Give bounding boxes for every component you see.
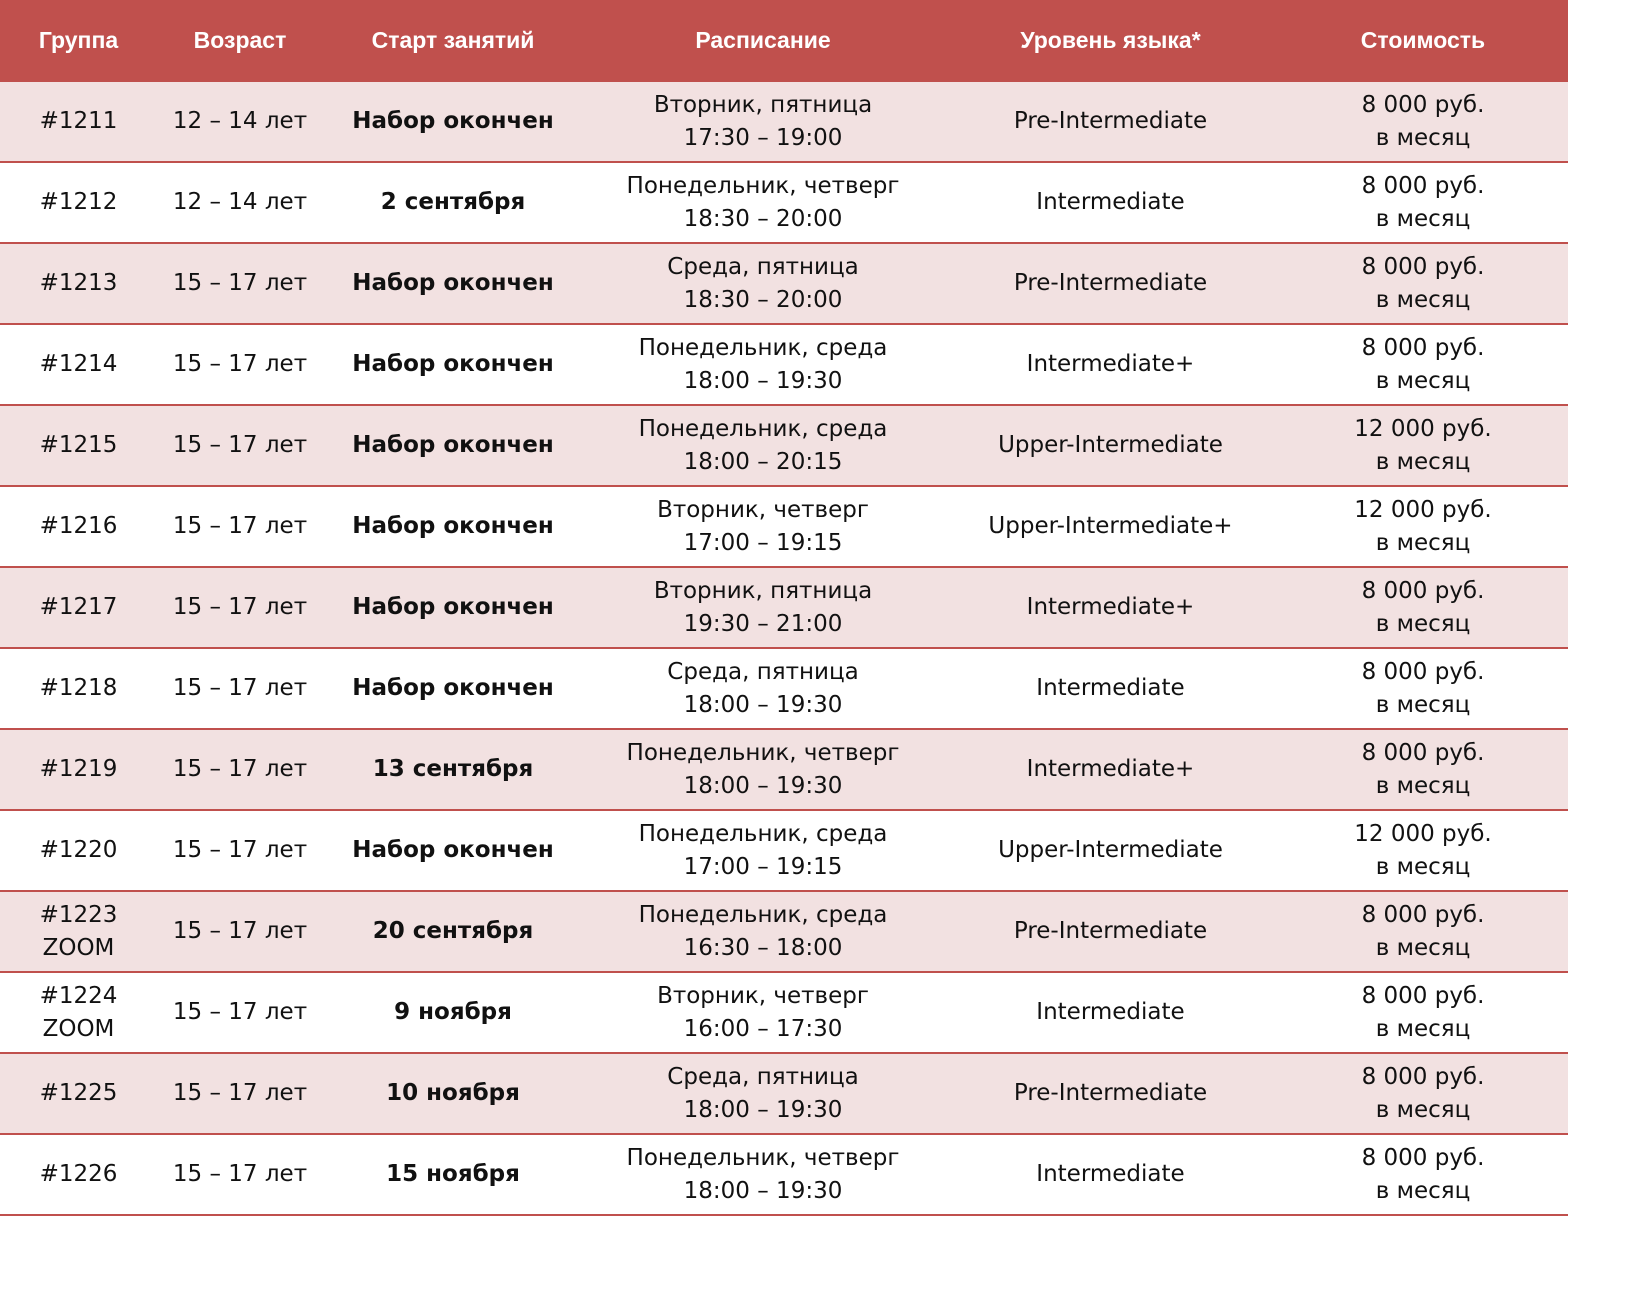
- schedule-time: 17:00 – 19:15: [683, 529, 843, 556]
- price-amount: 8 000 руб.: [1361, 739, 1485, 766]
- age-range: 15 – 17 лет: [172, 756, 308, 782]
- cell-start: [323, 567, 583, 648]
- cell-schedule: [583, 324, 943, 405]
- language-level: Pre-Intermediate: [1013, 108, 1208, 134]
- cell-age: [157, 648, 323, 729]
- price-period: в месяц: [1375, 448, 1471, 475]
- cell-age: [157, 81, 323, 162]
- table-header: [0, 0, 1568, 81]
- schedule-time: 18:30 – 20:00: [683, 286, 843, 313]
- cell-group: [0, 567, 157, 648]
- age-range: 15 – 17 лет: [172, 432, 308, 458]
- group-number: #1211: [39, 108, 118, 134]
- schedule-days: Среда, пятница: [667, 253, 859, 280]
- group-number: #1218: [39, 675, 118, 701]
- start-date: 10 ноября: [386, 1080, 520, 1106]
- schedule-days: Понедельник, среда: [638, 334, 888, 361]
- start-date: 2 сентября: [380, 189, 526, 215]
- cell-level: [943, 1134, 1278, 1215]
- age-range: 15 – 17 лет: [172, 675, 308, 701]
- age-range: 15 – 17 лет: [172, 918, 308, 944]
- cell-schedule: [583, 567, 943, 648]
- cell-group: [0, 648, 157, 729]
- price-period: в месяц: [1375, 286, 1471, 313]
- table-row: [0, 81, 1568, 162]
- cell-schedule: [583, 729, 943, 810]
- cell-schedule: [583, 405, 943, 486]
- table-row: [0, 486, 1568, 567]
- cell-schedule: [583, 243, 943, 324]
- group-number: #1224: [39, 982, 118, 1009]
- cell-age: [157, 324, 323, 405]
- cell-start: [323, 243, 583, 324]
- start-date: 9 ноября: [394, 999, 512, 1025]
- schedule-time: 17:30 – 19:00: [683, 124, 843, 151]
- cell-age: [157, 567, 323, 648]
- language-level: Pre-Intermediate: [1013, 270, 1208, 296]
- cell-age: [157, 486, 323, 567]
- schedule-days: Понедельник, среда: [638, 820, 888, 847]
- start-date: Набор окончен: [352, 108, 554, 134]
- cell-start: [323, 648, 583, 729]
- schedule-time: 17:00 – 19:15: [683, 853, 843, 880]
- cell-price: [1278, 1134, 1568, 1215]
- table-row: [0, 1053, 1568, 1134]
- cell-schedule: [583, 891, 943, 972]
- table-row: [0, 324, 1568, 405]
- price-amount: 8 000 руб.: [1361, 658, 1485, 685]
- cell-schedule: [583, 810, 943, 891]
- cell-level: [943, 405, 1278, 486]
- cell-group: [0, 972, 157, 1053]
- price-period: в месяц: [1375, 1015, 1471, 1042]
- cell-age: [157, 729, 323, 810]
- table-row: [0, 648, 1568, 729]
- cell-start: [323, 324, 583, 405]
- language-level: Intermediate: [1036, 675, 1185, 701]
- group-format: ZOOM: [42, 1015, 115, 1042]
- price-period: в месяц: [1375, 772, 1471, 799]
- price-amount: 12 000 руб.: [1354, 415, 1492, 442]
- schedule-time: 18:00 – 19:30: [683, 367, 843, 394]
- cell-group: [0, 405, 157, 486]
- column-header-age: Возраст: [157, 0, 323, 81]
- start-date: Набор окончен: [352, 594, 554, 620]
- cell-level: [943, 810, 1278, 891]
- cell-price: [1278, 729, 1568, 810]
- cell-age: [157, 243, 323, 324]
- price-period: в месяц: [1375, 1096, 1471, 1123]
- cell-price: [1278, 567, 1568, 648]
- cell-price: [1278, 405, 1568, 486]
- cell-level: [943, 486, 1278, 567]
- cell-age: [157, 162, 323, 243]
- cell-price: [1278, 972, 1568, 1053]
- start-date: 15 ноября: [386, 1161, 520, 1187]
- price-period: в месяц: [1375, 124, 1471, 151]
- price-amount: 8 000 руб.: [1361, 577, 1485, 604]
- cell-age: [157, 1053, 323, 1134]
- language-level: Pre-Intermediate: [1013, 918, 1208, 944]
- language-level: Upper-Intermediate+: [988, 513, 1233, 539]
- group-number: #1212: [39, 189, 118, 215]
- cell-schedule: [583, 972, 943, 1053]
- price-period: в месяц: [1375, 691, 1471, 718]
- price-period: в месяц: [1375, 205, 1471, 232]
- schedule-days: Вторник, пятница: [653, 577, 873, 604]
- age-range: 15 – 17 лет: [172, 999, 308, 1025]
- cell-level: [943, 1053, 1278, 1134]
- price-amount: 8 000 руб.: [1361, 901, 1485, 928]
- start-date: 13 сентября: [372, 756, 534, 782]
- cell-age: [157, 405, 323, 486]
- age-range: 15 – 17 лет: [172, 594, 308, 620]
- language-level: Intermediate+: [1026, 594, 1195, 620]
- table-row: [0, 162, 1568, 243]
- group-number: #1213: [39, 270, 118, 296]
- language-level: Intermediate: [1036, 1161, 1185, 1187]
- price-amount: 12 000 руб.: [1354, 820, 1492, 847]
- cell-age: [157, 1134, 323, 1215]
- column-header-price: Стоимость: [1278, 0, 1568, 81]
- group-format: ZOOM: [42, 934, 115, 961]
- cell-group: [0, 162, 157, 243]
- schedule-days: Среда, пятница: [667, 658, 859, 685]
- price-period: в месяц: [1375, 610, 1471, 637]
- schedule-time: 18:00 – 19:30: [683, 1177, 843, 1204]
- cell-schedule: [583, 81, 943, 162]
- cell-start: [323, 729, 583, 810]
- cell-level: [943, 324, 1278, 405]
- schedule-days: Понедельник, среда: [638, 901, 888, 928]
- age-range: 15 – 17 лет: [172, 513, 308, 539]
- schedule-days: Понедельник, среда: [638, 415, 888, 442]
- table-row: [0, 567, 1568, 648]
- cell-group: [0, 486, 157, 567]
- cell-price: [1278, 810, 1568, 891]
- group-number: #1225: [39, 1080, 118, 1106]
- age-range: 15 – 17 лет: [172, 351, 308, 377]
- cell-schedule: [583, 1053, 943, 1134]
- table-row: [0, 810, 1568, 891]
- age-range: 12 – 14 лет: [172, 108, 308, 134]
- schedule-time: 19:30 – 21:00: [683, 610, 843, 637]
- cell-price: [1278, 1053, 1568, 1134]
- cell-price: [1278, 486, 1568, 567]
- schedule-time: 18:00 – 19:30: [683, 772, 843, 799]
- group-number: #1223: [39, 901, 118, 928]
- start-date: Набор окончен: [352, 351, 554, 377]
- table-row: [0, 1134, 1568, 1215]
- price-amount: 8 000 руб.: [1361, 91, 1485, 118]
- cell-price: [1278, 81, 1568, 162]
- age-range: 15 – 17 лет: [172, 837, 308, 863]
- cell-start: [323, 162, 583, 243]
- price-period: в месяц: [1375, 934, 1471, 961]
- language-level: Pre-Intermediate: [1013, 1080, 1208, 1106]
- price-period: в месяц: [1375, 853, 1471, 880]
- cell-level: [943, 81, 1278, 162]
- schedule-days: Понедельник, четверг: [626, 739, 900, 766]
- cell-start: [323, 1053, 583, 1134]
- cell-schedule: [583, 1134, 943, 1215]
- schedule-days: Понедельник, четверг: [626, 1144, 900, 1171]
- cell-price: [1278, 324, 1568, 405]
- cell-price: [1278, 891, 1568, 972]
- cell-schedule: [583, 648, 943, 729]
- price-period: в месяц: [1375, 1177, 1471, 1204]
- age-range: 15 – 17 лет: [172, 270, 308, 296]
- cell-start: [323, 486, 583, 567]
- group-number: #1215: [39, 432, 118, 458]
- schedule-days: Вторник, пятница: [653, 91, 873, 118]
- cell-level: [943, 567, 1278, 648]
- cell-price: [1278, 243, 1568, 324]
- schedule-time: 18:00 – 19:30: [683, 691, 843, 718]
- cell-level: [943, 891, 1278, 972]
- column-header-group: Группа: [0, 0, 157, 81]
- start-date: Набор окончен: [352, 675, 554, 701]
- language-level: Upper-Intermediate: [998, 837, 1223, 863]
- price-period: в месяц: [1375, 367, 1471, 394]
- cell-group: [0, 324, 157, 405]
- cell-age: [157, 891, 323, 972]
- table-row: [0, 729, 1568, 810]
- column-header-schedule: Расписание: [583, 0, 943, 81]
- cell-start: [323, 1134, 583, 1215]
- table-row: [0, 243, 1568, 324]
- cell-level: [943, 162, 1278, 243]
- price-amount: 8 000 руб.: [1361, 172, 1485, 199]
- group-number: #1226: [39, 1161, 118, 1187]
- language-level: Intermediate+: [1026, 756, 1195, 782]
- group-number: #1216: [39, 513, 118, 539]
- price-amount: 8 000 руб.: [1361, 334, 1485, 361]
- cell-level: [943, 729, 1278, 810]
- column-header-start: Старт занятий: [323, 0, 583, 81]
- schedule-time: 18:30 – 20:00: [683, 205, 843, 232]
- group-number: #1219: [39, 756, 118, 782]
- table-row: [0, 891, 1568, 972]
- age-range: 15 – 17 лет: [172, 1080, 308, 1106]
- cell-group: [0, 81, 157, 162]
- start-date: Набор окончен: [352, 270, 554, 296]
- table-body: [0, 81, 1568, 1215]
- language-level: Upper-Intermediate: [998, 432, 1223, 458]
- cell-schedule: [583, 162, 943, 243]
- schedule-time: 16:30 – 18:00: [683, 934, 843, 961]
- cell-start: [323, 405, 583, 486]
- cell-price: [1278, 162, 1568, 243]
- cell-level: [943, 648, 1278, 729]
- language-level: Intermediate: [1036, 999, 1185, 1025]
- schedule-days: Вторник, четверг: [657, 982, 869, 1009]
- cell-price: [1278, 648, 1568, 729]
- group-number: #1217: [39, 594, 118, 620]
- cell-group: [0, 729, 157, 810]
- age-range: 12 – 14 лет: [172, 189, 308, 215]
- price-amount: 8 000 руб.: [1361, 1144, 1485, 1171]
- start-date: Набор окончен: [352, 837, 554, 863]
- cell-group: [0, 243, 157, 324]
- cell-level: [943, 243, 1278, 324]
- cell-schedule: [583, 486, 943, 567]
- start-date: Набор окончен: [352, 513, 554, 539]
- column-header-level: Уровень языка*: [943, 0, 1278, 81]
- header-row: [0, 0, 1568, 81]
- table-row: [0, 972, 1568, 1053]
- cell-group: [0, 1053, 157, 1134]
- start-date: Набор окончен: [352, 432, 554, 458]
- cell-age: [157, 972, 323, 1053]
- table-row: [0, 405, 1568, 486]
- cell-level: [943, 972, 1278, 1053]
- price-amount: 12 000 руб.: [1354, 496, 1492, 523]
- group-number: #1220: [39, 837, 118, 863]
- cell-start: [323, 810, 583, 891]
- cell-group: [0, 1134, 157, 1215]
- schedule-time: 16:00 – 17:30: [683, 1015, 843, 1042]
- price-amount: 8 000 руб.: [1361, 253, 1485, 280]
- cell-group: [0, 810, 157, 891]
- price-period: в месяц: [1375, 529, 1471, 556]
- cell-start: [323, 81, 583, 162]
- schedule-days: Понедельник, четверг: [626, 172, 900, 199]
- schedule-time: 18:00 – 20:15: [683, 448, 843, 475]
- schedule-days: Среда, пятница: [667, 1063, 859, 1090]
- schedule-time: 18:00 – 19:30: [683, 1096, 843, 1123]
- language-level: Intermediate: [1036, 189, 1185, 215]
- price-amount: 8 000 руб.: [1361, 1063, 1485, 1090]
- price-amount: 8 000 руб.: [1361, 982, 1485, 1009]
- start-date: 20 сентября: [372, 918, 534, 944]
- schedule-days: Вторник, четверг: [657, 496, 869, 523]
- cell-start: [323, 972, 583, 1053]
- cell-group: [0, 891, 157, 972]
- group-number: #1214: [39, 351, 118, 377]
- language-level: Intermediate+: [1026, 351, 1195, 377]
- cell-start: [323, 891, 583, 972]
- cell-age: [157, 810, 323, 891]
- age-range: 15 – 17 лет: [172, 1161, 308, 1187]
